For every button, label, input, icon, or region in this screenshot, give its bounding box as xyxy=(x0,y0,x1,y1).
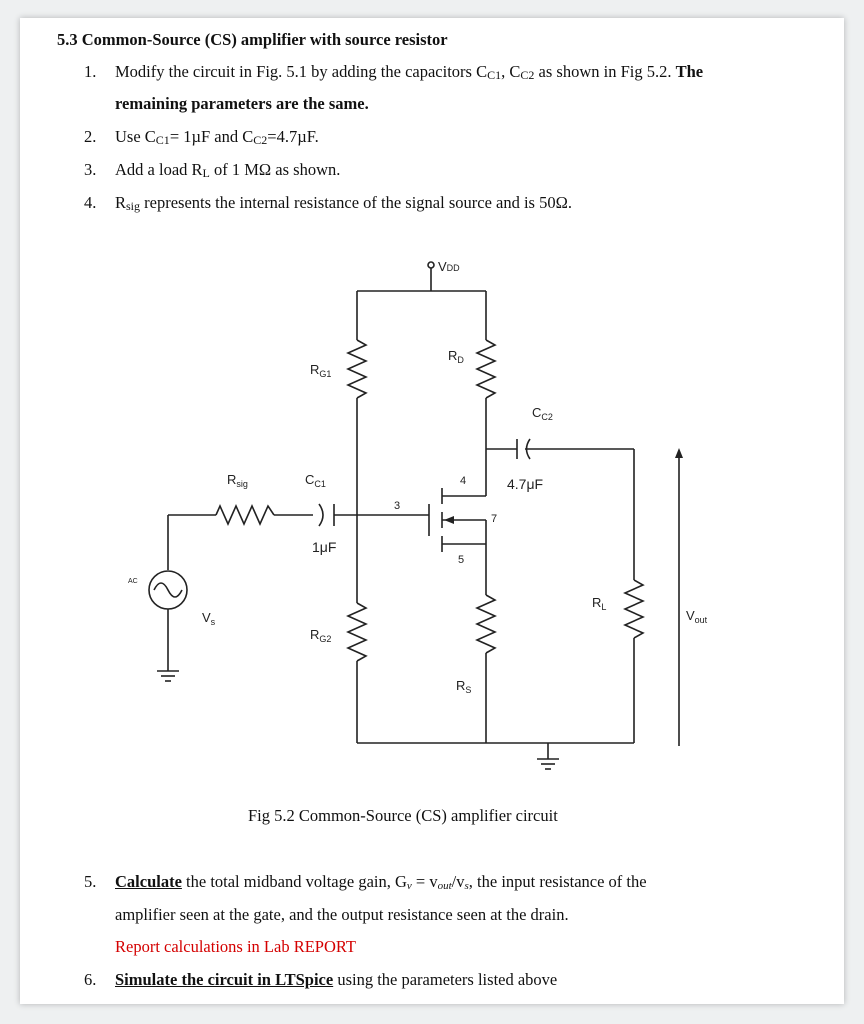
text-run: represents the internal resistance of the signal source and is 50Ω. xyxy=(140,193,572,212)
text-run: Modify the circuit in Fig. 5.1 by adding the capacitors C xyxy=(115,62,488,81)
rg2-resistor xyxy=(348,603,366,661)
rl-label: $R_L$ xyxy=(592,595,607,612)
rg1-resistor xyxy=(348,340,366,398)
step-text-line2: amplifier seen at the gate, and the output resistance seen at the drain. xyxy=(115,905,569,924)
mosfet-arrow xyxy=(444,516,454,524)
ac-label: AC xyxy=(128,578,138,585)
text-run: , the input resistance of the xyxy=(468,872,647,891)
node-7-label: 7 xyxy=(491,513,498,525)
cc2-value: 4.7μF xyxy=(507,476,544,492)
vdd-terminal xyxy=(428,262,434,268)
step-number: 2. xyxy=(84,127,97,146)
circuit-diagram xyxy=(20,18,844,798)
bold-underlined-run: Calculate xyxy=(115,872,182,891)
ground-icon xyxy=(537,759,559,769)
text-run: = v xyxy=(411,872,438,891)
step-text-line2: remaining parameters are the same. xyxy=(115,94,369,113)
bold-underlined-run: Simulate the circuit in LTSpice xyxy=(115,970,334,989)
text-run: Use C xyxy=(115,127,156,146)
subscript: C2 xyxy=(520,68,535,82)
cc1-value: 1μF xyxy=(312,539,337,555)
figure-caption: Fig 5.2 Common-Source (CS) amplifier circuit xyxy=(248,806,558,825)
text-run: , C xyxy=(501,62,521,81)
subscript: C2 xyxy=(253,133,268,147)
bold-run: remaining parameters are the same xyxy=(115,94,365,113)
step-number: 1. xyxy=(84,62,97,81)
subscript: C1 xyxy=(155,133,170,147)
step-text xyxy=(115,970,557,990)
node-4-label: 4 xyxy=(460,475,467,487)
node-5-label: 5 xyxy=(458,554,465,566)
text-run: using the parameters listed above xyxy=(333,970,558,989)
step-number: 3. xyxy=(84,160,97,179)
document-page xyxy=(20,18,844,1004)
text-run: /v xyxy=(451,872,465,891)
step-number: 6. xyxy=(84,970,97,989)
rs-resistor xyxy=(477,595,495,653)
rs-label: $R_S$ xyxy=(456,678,472,695)
section-heading: 5.3 Common-Source (CS) amplifier with source resistor xyxy=(57,30,448,49)
rd-label: $R_D$ xyxy=(448,348,464,365)
cc1-label: $C_{C1}$ xyxy=(305,472,326,489)
vs-label: $V_s$ xyxy=(202,610,216,627)
subscript: v xyxy=(406,880,412,892)
cc1-curved-plate xyxy=(319,504,323,526)
subscript: out xyxy=(437,880,452,892)
text-run: Add a load R xyxy=(115,160,203,179)
text-run: the total midband voltage gain, G xyxy=(181,872,407,891)
subscript: sig xyxy=(126,199,141,213)
vout-label: $V_{out}$ xyxy=(686,608,708,625)
step-text xyxy=(115,872,647,892)
node-3-label: 3 xyxy=(394,500,401,512)
subscript: L xyxy=(202,166,210,180)
vout-arrow-head xyxy=(675,448,683,458)
rsig-label: $R_{sig}$ xyxy=(227,472,248,489)
text-run: = 1µF and C xyxy=(169,127,254,146)
rd-resistor xyxy=(477,340,495,398)
vdd-label: VDD xyxy=(438,259,460,274)
rg1-label: $R_{G1}$ xyxy=(310,362,332,379)
report-note: Report calculations in Lab REPORT xyxy=(115,937,356,956)
rl-resistor xyxy=(625,580,643,638)
step-number: 4. xyxy=(84,193,97,212)
rsig-resistor xyxy=(216,506,274,524)
step-number: 5. xyxy=(84,872,97,891)
source-ground-icon xyxy=(157,671,179,681)
text-run: =4.7µF. xyxy=(267,127,319,146)
cc2-label: $C_{C2}$ xyxy=(532,405,553,422)
subscript: C1 xyxy=(487,68,502,82)
text-run: R xyxy=(115,193,127,212)
subscript: s xyxy=(464,880,469,892)
rg2-label: $R_{G2}$ xyxy=(310,627,332,644)
bold-run: The xyxy=(675,62,704,81)
text-run: of 1 MΩ as shown. xyxy=(209,160,341,179)
text-run: as shown in Fig 5.2. xyxy=(534,62,676,81)
